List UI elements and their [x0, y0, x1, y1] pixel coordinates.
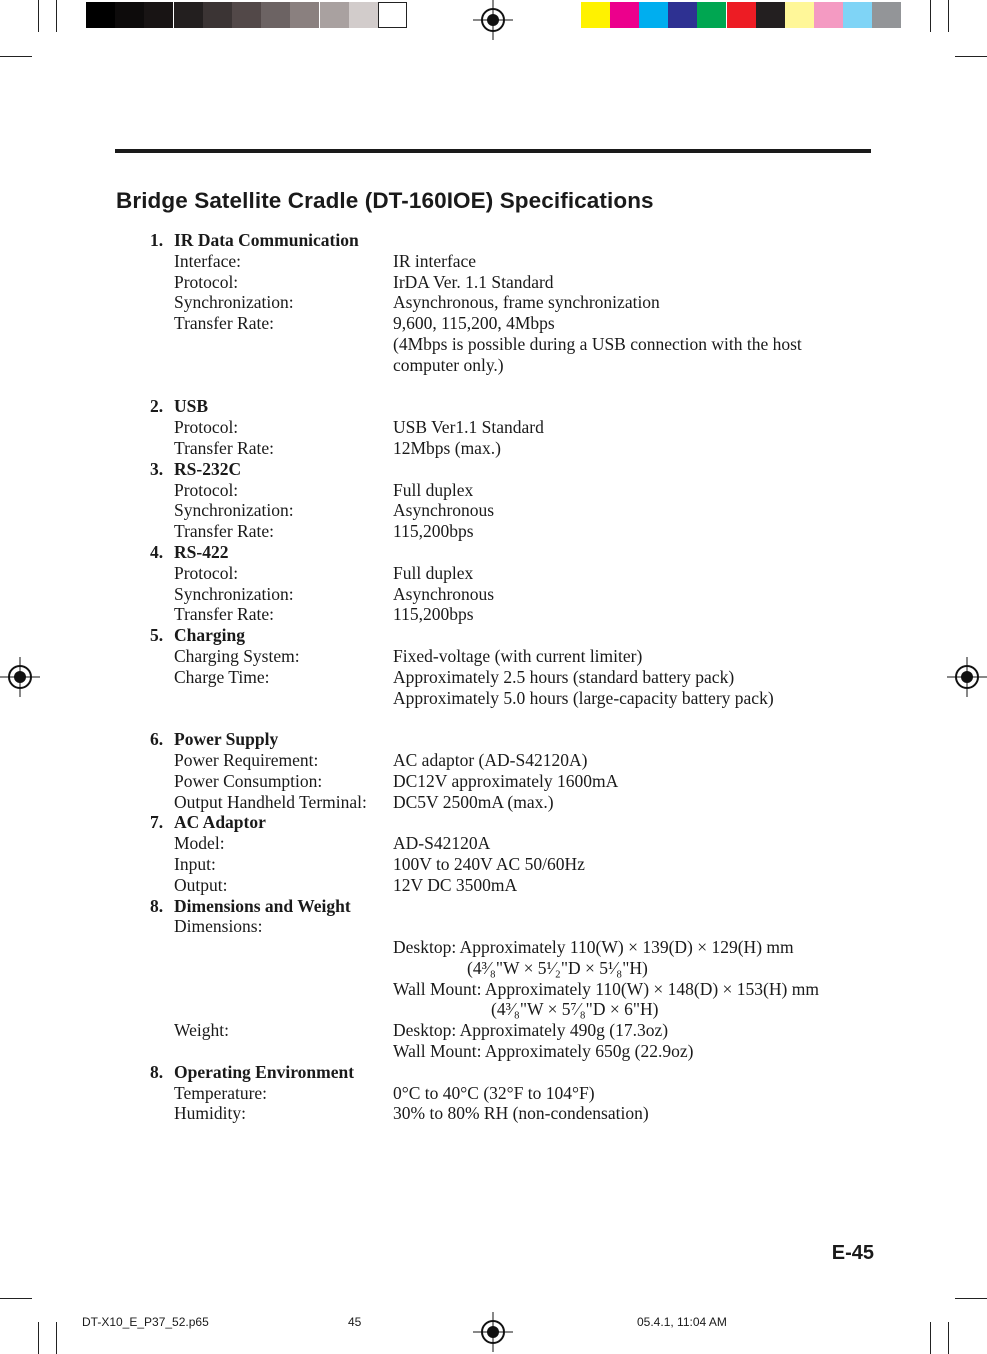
color-swatch	[785, 2, 814, 28]
section-heading: USB	[174, 396, 209, 417]
spec-value: (4Mbps is possible during a USB connection with the host	[393, 333, 802, 354]
color-swatch	[581, 2, 610, 28]
spec-value: Approximately 2.5 hours (standard battery pack)	[393, 666, 735, 687]
spec-row	[150, 334, 870, 355]
color-swatch	[843, 2, 872, 28]
section-heading: IR Data Communication	[174, 230, 359, 250]
spec-value: 9,600, 115,200, 4Mbps	[393, 313, 555, 334]
spec-label	[150, 334, 393, 355]
spec-value: DC12V approximately 1600mA	[393, 770, 619, 791]
spec-value: Fixed-voltage (with current limiter)	[393, 645, 643, 666]
spec-value: Wall Mount: Approximately 650g (22.9oz)	[393, 1041, 694, 1062]
spec-label	[150, 355, 393, 376]
spec-value: Full duplex	[393, 479, 474, 500]
spec-label: Protocol:	[174, 562, 239, 583]
spec-label: Power Consumption:	[174, 770, 323, 791]
registration-mark-icon	[947, 657, 987, 697]
color-swatch	[378, 2, 407, 28]
section-heading: RS-232C	[174, 458, 242, 479]
spec-label	[150, 376, 393, 397]
header-rule	[115, 149, 871, 153]
footer-timestamp: 05.4.1, 11:04 AM	[637, 1315, 727, 1329]
spec-row	[150, 999, 870, 1020]
spec-label: Protocol:	[174, 479, 239, 500]
spec-label	[150, 1041, 393, 1062]
spec-value: Asynchronous	[393, 583, 495, 604]
color-swatch	[86, 2, 115, 28]
spec-value: Asynchronous, frame synchronization	[393, 292, 660, 313]
color-swatch	[756, 2, 785, 28]
section-number: 4.	[150, 541, 164, 562]
spec-row	[150, 376, 870, 397]
spec-value: (4³⁄₈"W × 5⁷⁄₈"D × 6"H)	[491, 999, 659, 1020]
spec-row	[150, 355, 870, 376]
spec-value: AD-S42120A	[393, 833, 491, 854]
spec-value: computer only.)	[393, 354, 504, 375]
spec-row	[150, 646, 870, 667]
spec-row	[150, 854, 870, 875]
spec-row	[150, 563, 870, 584]
spec-row	[150, 667, 870, 688]
spec-section-heading	[150, 542, 870, 563]
spec-value: (4³⁄₈"W × 5¹⁄₂"D × 5¹⁄₈"H)	[467, 957, 648, 978]
spec-label	[150, 999, 393, 1020]
spec-section-heading	[150, 625, 870, 646]
color-swatch	[203, 2, 232, 28]
section-number: 7.	[150, 812, 164, 833]
spec-label: Synchronization:	[174, 583, 294, 604]
section-heading: Power Supply	[174, 729, 279, 750]
registration-mark-icon	[473, 1312, 513, 1352]
color-swatch	[115, 2, 144, 28]
spec-row	[150, 604, 870, 625]
color-swatch	[174, 2, 203, 28]
section-number: 6.	[150, 729, 164, 750]
color-swatch	[320, 2, 349, 28]
spec-row	[150, 792, 870, 813]
spec-label: Power Requirement:	[174, 749, 319, 770]
spec-section-heading	[150, 396, 870, 417]
spec-label: Transfer Rate:	[174, 437, 274, 458]
spec-label: Weight:	[174, 1020, 229, 1041]
spec-label: Interface:	[174, 250, 242, 271]
color-swatch	[144, 2, 173, 28]
spec-value: 30% to 80% RH (non-condensation)	[393, 1103, 649, 1124]
spec-value: 115,200bps	[393, 521, 474, 542]
spec-row	[150, 521, 870, 542]
section-heading: Charging	[174, 625, 245, 646]
spec-row	[150, 875, 870, 896]
spec-label	[150, 937, 393, 958]
spec-section-heading	[150, 896, 870, 917]
color-swatch	[610, 2, 639, 28]
spec-value: 100V to 240V AC 50/60Hz	[393, 853, 585, 874]
spec-value: DC5V 2500mA (max.)	[393, 791, 554, 812]
spec-section-heading	[150, 1062, 870, 1083]
spec-value: AC adaptor (AD-S42120A)	[393, 749, 588, 770]
spec-row	[150, 251, 870, 272]
section-heading: AC Adaptor	[174, 812, 266, 833]
spec-row	[150, 313, 870, 334]
spec-row	[150, 750, 870, 771]
footer-filename: DT-X10_E_P37_52.p65	[82, 1315, 209, 1329]
page-title: Bridge Satellite Cradle (DT-160IOE) Specifications	[116, 188, 654, 213]
spec-row	[150, 272, 870, 293]
spec-row	[150, 958, 870, 979]
section-number: 1.	[150, 230, 164, 250]
spec-value: Full duplex	[393, 562, 474, 583]
spec-label: Synchronization:	[174, 292, 294, 313]
section-number: 5.	[150, 625, 164, 646]
color-swatch	[349, 2, 378, 28]
spec-row	[150, 916, 870, 937]
spec-value: IR interface	[393, 250, 477, 271]
spec-row	[150, 480, 870, 501]
spec-value: Asynchronous	[393, 500, 495, 521]
spec-label: Charge Time:	[174, 666, 270, 687]
spec-value: 0°C to 40°C (32°F to 104°F)	[393, 1082, 595, 1103]
page-number: E-45	[831, 1242, 874, 1264]
spec-label	[150, 708, 393, 729]
section-number: 2.	[150, 396, 164, 417]
spec-value: 115,200bps	[393, 604, 474, 625]
color-swatch	[872, 2, 901, 28]
footer-page: 45	[348, 1315, 362, 1329]
spec-value: 12V DC 3500mA	[393, 874, 518, 895]
spec-row	[150, 1083, 870, 1104]
spec-label	[150, 979, 393, 1000]
color-swatch	[639, 2, 668, 28]
spec-label: Output:	[174, 874, 228, 895]
color-swatch	[261, 2, 290, 28]
spec-row	[150, 688, 870, 709]
spec-row	[150, 500, 870, 521]
color-swatch	[232, 2, 261, 28]
section-number: 8.	[150, 895, 164, 916]
spec-label: Synchronization:	[174, 500, 294, 521]
spec-label	[150, 958, 393, 979]
section-number: 3.	[150, 458, 164, 479]
spec-section-heading	[150, 459, 870, 480]
spec-value: Wall Mount: Approximately 110(W) × 148(D) × 153(H) mm	[393, 978, 819, 999]
color-swatch	[697, 2, 726, 28]
spec-value: IrDA Ver. 1.1 Standard	[393, 271, 554, 292]
section-number: 8.	[150, 1061, 164, 1082]
spec-row	[150, 833, 870, 854]
color-swatch	[668, 2, 697, 28]
spec-label: Charging System:	[174, 645, 300, 666]
spec-label: Input:	[174, 853, 216, 874]
spec-label: Transfer Rate:	[174, 521, 274, 542]
spec-row	[150, 584, 870, 605]
spec-label: Transfer Rate:	[174, 313, 274, 334]
spec-label: Dimensions:	[174, 916, 263, 937]
spec-row	[150, 438, 870, 459]
spec-row	[150, 937, 870, 958]
section-heading: Operating Environment	[174, 1061, 355, 1082]
specifications-list	[150, 230, 870, 1124]
registration-mark-icon	[0, 657, 40, 697]
spec-row	[150, 292, 870, 313]
spec-row	[150, 771, 870, 792]
spec-row	[150, 417, 870, 438]
spec-label: Model:	[174, 833, 225, 854]
spec-row	[150, 1020, 870, 1041]
spec-section-heading	[150, 230, 870, 251]
spec-row	[150, 1041, 870, 1062]
section-heading: Dimensions and Weight	[174, 895, 351, 916]
spec-label: Protocol:	[174, 271, 239, 292]
spec-label	[150, 688, 393, 709]
spec-row	[150, 708, 870, 729]
spec-row	[150, 1103, 870, 1124]
spec-label: Temperature:	[174, 1082, 268, 1103]
spec-label: Transfer Rate:	[174, 604, 274, 625]
section-heading: RS-422	[174, 541, 229, 562]
spec-section-heading	[150, 812, 870, 833]
color-swatch	[727, 2, 756, 28]
spec-label: Protocol:	[174, 417, 239, 438]
spec-value: 12Mbps (max.)	[393, 437, 501, 458]
spec-value: Approximately 5.0 hours (large-capacity battery pack)	[393, 687, 774, 708]
spec-row	[150, 979, 870, 1000]
spec-section-heading	[150, 729, 870, 750]
color-swatch	[814, 2, 843, 28]
color-swatch	[290, 2, 319, 28]
spec-value: USB Ver1.1 Standard	[393, 417, 544, 438]
registration-mark-icon	[473, 0, 513, 40]
spec-value: Desktop: Approximately 110(W) × 139(D) × 129(H) mm	[393, 937, 794, 958]
spec-value: Desktop: Approximately 490g (17.3oz)	[393, 1020, 669, 1041]
spec-label: Output Handheld Terminal:	[174, 791, 367, 812]
spec-label: Humidity:	[174, 1103, 246, 1124]
